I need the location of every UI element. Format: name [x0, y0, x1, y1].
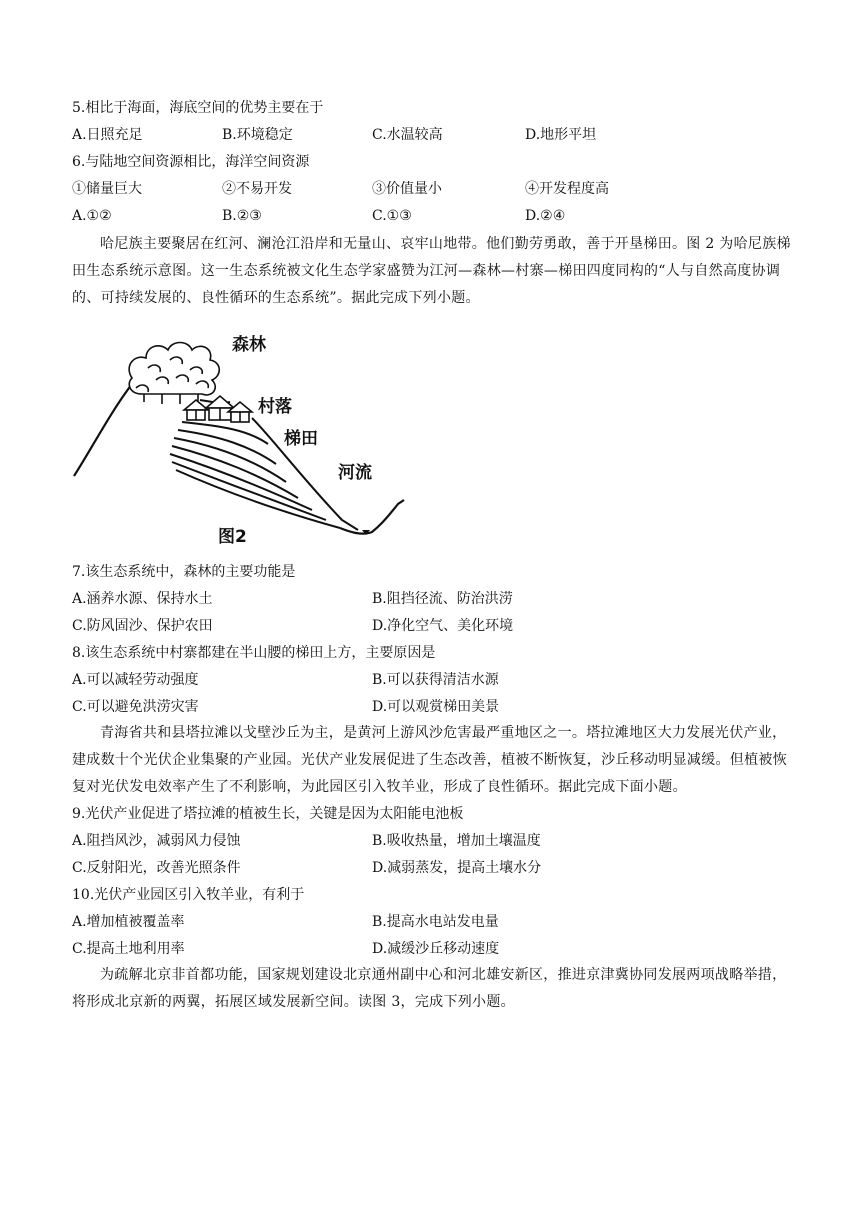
question-9-option-d: D.减弱蒸发，提高土壤水分 [372, 860, 542, 876]
question-7-option-c: C.防风固沙、保护农田 [72, 618, 213, 634]
question-5-option-c: C.水温较高 [372, 127, 443, 143]
question-6-statement-4: ④开发程度高 [525, 181, 609, 197]
question-10-option-a: A.增加植被覆盖率 [72, 914, 185, 930]
question-5-stem: 5.相比于海面，海底空间的优势主要在于 [72, 100, 324, 116]
question-9-option-b: B.吸收热量，增加土壤温度 [372, 833, 541, 849]
question-9-option-a: A.阻挡风沙，减弱风力侵蚀 [72, 833, 241, 849]
question-6-statement-2: ②不易开发 [222, 181, 292, 197]
river-valley-slope [340, 500, 404, 534]
question-8-option-d: D.可以观赏梯田美景 [372, 699, 500, 715]
question-6-option-c: C.①③ [372, 208, 412, 224]
question-10-option-d: D.减缓沙丘移动速度 [372, 941, 500, 957]
figure-label-river: 河流 [338, 463, 372, 483]
figure-2-terrace-ecosystem [72, 318, 407, 550]
question-9-option-c: C.反射阳光，改善光照条件 [72, 860, 241, 876]
question-8-stem: 8.该生态系统中村寨都建在半山腰的梯田上方，主要原因是 [72, 645, 436, 661]
question-6-option-a: A.①② [72, 208, 112, 224]
question-5-option-b: B.环境稳定 [222, 127, 293, 143]
question-5-option-d: D.地形平坦 [525, 127, 597, 143]
question-10-option-c: C.提高土地利用率 [72, 941, 185, 957]
question-8-option-c: C.可以避免洪涝灾害 [72, 699, 199, 715]
village-houses [184, 396, 252, 422]
question-9-stem: 9.光伏产业促进了塔拉滩的植被生长，关键是因为太阳能电池板 [72, 806, 464, 822]
question-6-statement-1: ①储量巨大 [72, 181, 142, 197]
question-7-stem: 7.该生态系统中，森林的主要功能是 [72, 564, 296, 580]
passage-hani-terraces: 哈尼族主要聚居在红河、澜沧江沿岸和无量山、哀牢山地带。他们勤劳勇敢，善于开垦梯田。图 2 为哈尼族梯田生态系统示意图。这一生态系统被文化生态学家盛赞为江河—森林—村寨—梯田四度同构的“人与自然高度协调的、可持续发展的、良性循环的生态系统”。据此完成下列小题。 [72, 236, 791, 306]
question-6-option-b: B.②③ [222, 208, 262, 224]
question-7-option-d: D.净化空气、美化环境 [372, 618, 514, 634]
forest-canopy [129, 343, 219, 405]
passage-talatan-pv: 青海省共和县塔拉滩以戈壁沙丘为主，是黄河上游风沙危害最严重地区之一。塔拉滩地区大力发展光伏产业，建成数十个光伏企业集聚的产业园。光伏产业发展促进了生态改善，植被不断恢复，沙丘移动明显减缓。但植被恢复对光伏发电效率产生了不利影响，为此园区引入牧羊业，形成了良性循环。据此完成下面小题。 [72, 725, 787, 795]
question-8-option-b: B.可以获得清洁水源 [372, 672, 499, 688]
question-6-option-d: D.②④ [525, 208, 566, 224]
question-6-stem: 6.与陆地空间资源相比，海洋空间资源 [72, 154, 310, 170]
question-6-statement-3: ③价值量小 [372, 181, 442, 197]
question-5-option-a: A.日照充足 [72, 127, 143, 143]
question-10-stem: 10.光伏产业园区引入牧羊业，有利于 [72, 887, 305, 903]
question-10-option-b: B.提高水电站发电量 [372, 914, 499, 930]
question-8-option-a: A.可以减轻劳动强度 [72, 672, 199, 688]
terrace-diagram [72, 318, 407, 550]
passage-beijing-two-wings: 为疏解北京非首都功能，国家规划建设北京通州副中心和河北雄安新区，推进京津冀协同发展两项战略举措，将形成北京新的两翼，拓展区域发展新空间。读图 3，完成下列小题。 [72, 967, 787, 1010]
terrace-lines [170, 418, 358, 530]
question-7-option-b: B.阻挡径流、防治洪涝 [372, 591, 513, 607]
figure-2-caption: 图2 [218, 527, 247, 547]
figure-label-village: 村落 [258, 397, 292, 417]
figure-label-forest: 森林 [232, 335, 266, 355]
figure-label-terrace: 梯田 [284, 429, 318, 449]
question-7-option-a: A.涵养水源、保持水土 [72, 591, 213, 607]
